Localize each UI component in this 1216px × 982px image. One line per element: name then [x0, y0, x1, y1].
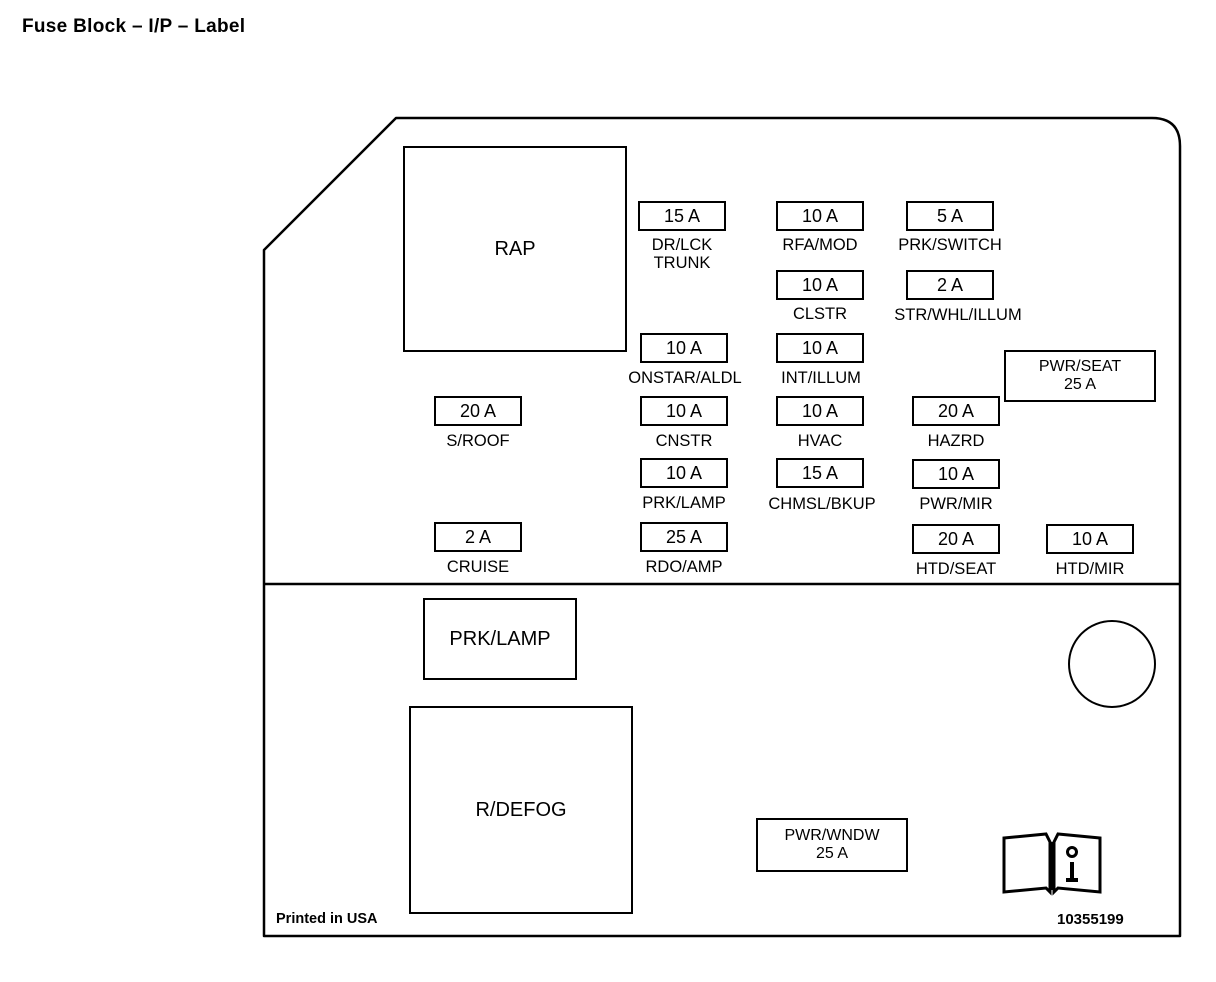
- page-title: Fuse Block – I/P – Label: [22, 16, 246, 37]
- fuse-cruise-amp: 2 A: [464, 526, 492, 547]
- fuse-int-illum-label: INT/ILLUM: [781, 369, 861, 387]
- fuse-dr-lck-trunk-label: [638, 236, 726, 272]
- relay-prk-lamp-label: PRK/LAMP: [449, 627, 551, 650]
- fuse-cnstr-label: CNSTR: [655, 432, 713, 450]
- fuse-cruise-label: CRUISE: [446, 558, 510, 576]
- fuse-rdo-amp-label: RDO/AMP: [645, 558, 723, 576]
- fuse-chmsl-bkup[interactable]: [776, 458, 864, 488]
- fuse-pwr-seat-amp: 25 A: [1063, 376, 1097, 393]
- part-number-text: 10355199: [1057, 911, 1124, 928]
- fuse-int-illum-amp: 10 A: [801, 337, 839, 358]
- fuse-hvac-amp: 10 A: [801, 400, 839, 421]
- fuse-prk-switch[interactable]: [906, 201, 994, 231]
- fuse-str-whl-illum-label: STR/WHL/ILLUM: [894, 306, 1022, 324]
- fuse-chmsl-bkup-amp: 15 A: [801, 462, 839, 483]
- fuse-prk-lamp-amp: 10 A: [665, 462, 703, 483]
- fuse-prk-lamp[interactable]: [640, 458, 728, 488]
- fuse-prk-switch-amp: 5 A: [936, 205, 964, 226]
- fuse-str-whl-illum[interactable]: [906, 270, 994, 300]
- fuse-clstr-amp: 10 A: [801, 274, 839, 295]
- fuse-s-roof[interactable]: [434, 396, 522, 426]
- fuse-prk-lamp-label: PRK/LAMP: [642, 494, 726, 512]
- fuse-onstar-aldl-label: ONSTAR/ALDL: [628, 369, 742, 387]
- relay-rap-label: RAP: [494, 237, 536, 260]
- fuse-onstar-aldl-amp: 10 A: [665, 337, 703, 358]
- fuse-hazrd-label: HAZRD: [927, 432, 985, 450]
- relay-r-defog[interactable]: [409, 706, 633, 914]
- fuse-dr-lck-trunk-amp: 15 A: [663, 205, 701, 226]
- fuse-clstr-label: CLSTR: [792, 305, 848, 323]
- fuse-dr-lck-trunk[interactable]: [638, 201, 726, 231]
- fuse-prk-switch-label: PRK/SWITCH: [898, 236, 1002, 254]
- fuse-rfa-mod-label: RFA/MOD: [782, 236, 858, 254]
- fuse-s-roof-amp: 20 A: [459, 400, 497, 421]
- fuse-rfa-mod[interactable]: [776, 201, 864, 231]
- printed-in-usa-text: Printed in USA: [276, 911, 378, 927]
- owners-manual-book-icon: [1000, 830, 1104, 896]
- fuse-str-whl-illum-amp: 2 A: [936, 274, 964, 295]
- fuse-rdo-amp-amp: 25 A: [665, 526, 703, 547]
- relay-rap[interactable]: [403, 146, 627, 352]
- fuse-clstr[interactable]: [776, 270, 864, 300]
- fuse-onstar-aldl[interactable]: [640, 333, 728, 363]
- fuse-s-roof-label: S/ROOF: [446, 432, 510, 450]
- fuse-rfa-mod-amp: 10 A: [801, 205, 839, 226]
- fuse-cnstr-amp: 10 A: [665, 400, 703, 421]
- fuse-pwr-wndw-amp: 25 A: [815, 845, 849, 862]
- fuse-cruise[interactable]: [434, 522, 522, 552]
- fuse-hazrd[interactable]: [912, 396, 1000, 426]
- fuse-htd-mir-label: HTD/MIR: [1055, 560, 1125, 578]
- fuse-pwr-seat-label: PWR/SEAT: [1038, 358, 1122, 376]
- fuse-hvac[interactable]: [776, 396, 864, 426]
- fuse-htd-mir[interactable]: [1046, 524, 1134, 554]
- fuse-dr-lck-trunk-label-line2: TRUNK: [653, 254, 711, 273]
- fuse-cnstr[interactable]: [640, 396, 728, 426]
- fuse-htd-seat[interactable]: [912, 524, 1000, 554]
- fuse-chmsl-bkup-label: CHMSL/BKUP: [768, 495, 876, 513]
- fuse-pwr-wndw[interactable]: [756, 818, 908, 872]
- fuse-pwr-mir-label: PWR/MIR: [919, 495, 993, 513]
- fuse-pwr-seat[interactable]: [1004, 350, 1156, 402]
- fuse-htd-seat-amp: 20 A: [937, 528, 975, 549]
- fuse-htd-seat-label: HTD/SEAT: [915, 560, 997, 578]
- fuse-hvac-label: HVAC: [797, 432, 843, 450]
- relay-r-defog-label: R/DEFOG: [475, 798, 567, 821]
- fuse-hazrd-amp: 20 A: [937, 400, 975, 421]
- fuse-rdo-amp[interactable]: [640, 522, 728, 552]
- fuse-dr-lck-trunk-label-line1: DR/LCK: [651, 236, 713, 254]
- fuse-pwr-mir-amp: 10 A: [937, 463, 975, 484]
- round-relay-socket-icon[interactable]: [1068, 620, 1156, 708]
- fuse-pwr-wndw-label: PWR/WNDW: [784, 827, 880, 845]
- fuse-int-illum[interactable]: [776, 333, 864, 363]
- fuse-htd-mir-amp: 10 A: [1071, 528, 1109, 549]
- fuse-pwr-mir[interactable]: [912, 459, 1000, 489]
- relay-prk-lamp[interactable]: [423, 598, 577, 680]
